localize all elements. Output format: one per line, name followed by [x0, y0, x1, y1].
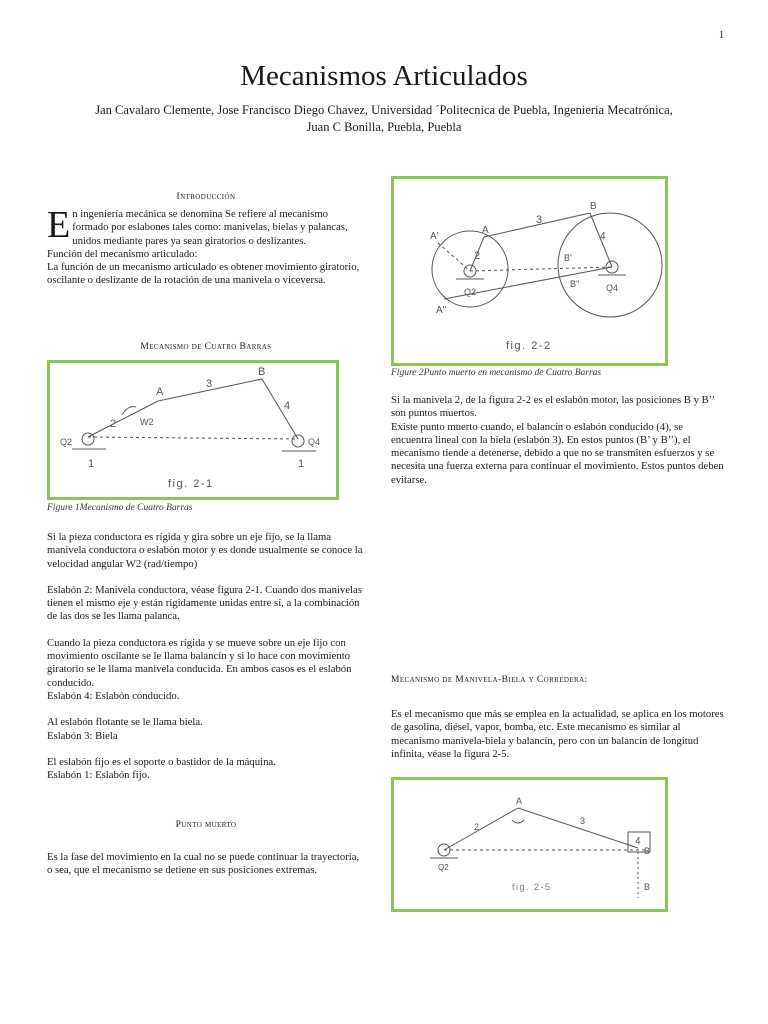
label-3: 3 [580, 816, 586, 826]
label-q4: Q4 [606, 283, 619, 293]
figure-four-bar [47, 360, 339, 500]
label-3: 3 [206, 378, 213, 390]
four-bar-p3: Cuando la pieza conductora es rígida y se mueve sobre un eje fijo con movimiento oscilante se le llama balancín y si lo hace con movimiento giratorio se le llama manivela conducida. En ambos casos es el eslabón conducido. [47, 636, 352, 689]
four-bar-p8: Eslabón 1: Eslabón fijo. [47, 769, 150, 782]
four-bar-text [47, 531, 365, 782]
label-4: 4 [600, 231, 606, 242]
figure-slider-crank [391, 777, 668, 912]
four-bar-p4: Eslabón 4: Eslabón conducido. [47, 689, 180, 702]
label-q2: Q2 [438, 863, 449, 872]
link-4 [262, 379, 298, 439]
ground-line [88, 437, 298, 439]
crank-link [444, 808, 518, 850]
four-bar-p5: Al eslabón flotante se le llama biela. [47, 716, 203, 729]
rocker-circle [558, 213, 662, 317]
label-a-prime: A' [430, 231, 439, 242]
four-bar-p6: Eslabón 3: Biela [47, 729, 118, 742]
dead-point-p1: Es la fase del movimiento en la cual no se puede continuar la trayectoria, o sea, que el mecanismo se detiene en sus posiciones extremas. [47, 851, 360, 877]
label-b: B [644, 846, 651, 856]
label-b: B [258, 366, 266, 378]
label-q2: Q2 [464, 287, 477, 297]
figure-2-caption: Figure 2Punto muerto en mecanismo de Cuatro Barras [391, 368, 602, 378]
label-3: 3 [536, 214, 543, 226]
dead-point-heading: Punto muerto [175, 820, 237, 830]
dead-point-right-text [391, 394, 726, 487]
intro-heading: Introducción [176, 192, 236, 202]
label-2: 2 [474, 250, 481, 262]
label-q4: Q4 [308, 437, 321, 447]
four-bar-sketch [50, 363, 336, 497]
four-bar-p2: Eslabón 2: Manivela conductora, véase figura 2-1. Cuando dos manivelas tienen el mismo eje y están rígidamente unidas entre sí, a la combinación de las dos se les llama palanca. [47, 583, 362, 623]
intro-function-text: La función de un mecanismo articulado es obtener movimiento giratorio, oscilante o deslizante de la rotación de una manivela o viceversa. [47, 261, 360, 287]
intro-function-label: Función del mecanismo articulado: [47, 247, 198, 260]
dead-point-p2: Si la manivela 2, de la figura 2-2 es el eslabón motor, las posiciones B y B’’ son puntos muertos. [391, 394, 715, 420]
label-q2: Q2 [60, 437, 73, 447]
label-2: 2 [110, 418, 117, 430]
slider-crank-text [391, 708, 726, 761]
slider-crank-heading: Mecanismo de Manivela-Biela y Corredera: [391, 675, 588, 685]
label-4: 4 [284, 400, 291, 412]
figure-dead-point [391, 176, 668, 366]
fig-2-5-label: fig. 2-5 [512, 882, 552, 892]
label-a: A [482, 225, 489, 236]
four-bar-p1: Si la pieza conductora es rígida y gira sobre un eje fijo, se la llama manivela conductora o eslabón motor y es donde usualmente se conoce la velocidad angular W2 (rad/tiempo) [47, 531, 363, 570]
dead-point-p3: Existe punto muerto cuando, el balancín o eslabón conducido (4), se encuentra lineal con la biela (eslabón 3). En estos puntos (B’ y B’’), el mecanismo tiende a detenerse, debido a que no se transmiten esfuerzos y se necesita una fuerza externa para continuar el movimiento. Estos puntos deben evitarse. [391, 420, 724, 486]
label-a: A [516, 796, 523, 806]
four-bar-heading: Mecanismo de Cuatro Barras [140, 342, 272, 352]
label-b: B [590, 201, 597, 212]
authors-line: Jan Cavalaro Clemente, Jose Francisco Diego Chavez, Universidad ´Politecnica de Puebla, Ingenieria Mecatrónica, Juan C Bonilla, Puebla, Puebla [95, 103, 673, 134]
label-w2: W2 [140, 417, 154, 427]
label-b-double-prime: B'' [570, 279, 580, 289]
connecting-rod [518, 808, 638, 848]
label-ground-2: 1 [298, 458, 305, 470]
ground-line [470, 267, 612, 271]
pivot-q2 [82, 433, 94, 445]
label-b-prime: B' [564, 253, 572, 263]
label-ground-1: 1 [88, 458, 95, 470]
dropcap: E [47, 204, 71, 246]
label-4: 4 [635, 836, 641, 847]
label-b-lower: B [644, 882, 651, 892]
pivot-q4 [292, 435, 304, 447]
dead-point-text [47, 851, 365, 878]
label-a: A [156, 386, 164, 398]
paper-title: Mecanismos Articulados [240, 60, 528, 92]
fig-2-2-label: fig. 2-2 [506, 340, 552, 352]
figure-1-caption: Figure 1Mecanismo de Cuatro Barras [47, 503, 193, 513]
slider-crank-sketch [394, 780, 665, 909]
slider-crank-p1: Es el mecanismo que más se emplea en la actualidad, se aplica en los motores de gasolina, diésel, vapor, bomba, etc. Este mecanismo es similar al mecanismo manivela-biela y balancín, pero con un balancín de longitud infinita, véase la figura 2-5. [391, 708, 724, 760]
intro-section [47, 204, 365, 288]
page-number: 1 [719, 30, 724, 41]
intro-paragraph: n ingeniería mecánica se denomina Se refiere al mecanismo formado por eslabones tales como: manivelas, bielas y palancas, unidos mediante pares ya sean giratorios o deslizantes. [72, 208, 348, 247]
dead-point-sketch [394, 179, 665, 363]
label-2: 2 [474, 822, 480, 832]
fig-2-1-label: fig. 2-1 [168, 478, 214, 490]
four-bar-p7: El eslabón fijo es el soporte o bastidor de la máquina. [47, 755, 276, 768]
label-a-double-prime: A'' [436, 305, 447, 316]
